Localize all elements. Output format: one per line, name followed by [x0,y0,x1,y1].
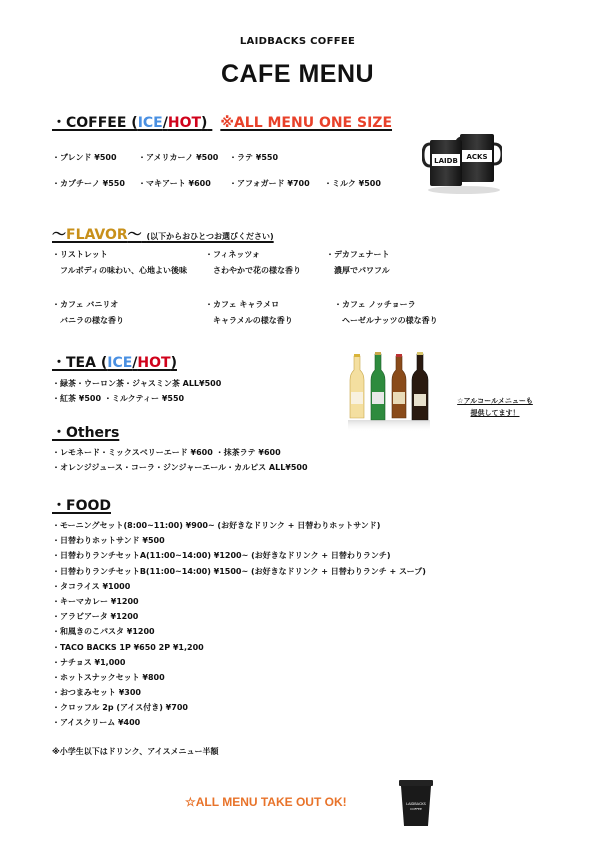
svg-text:ACKS: ACKS [466,153,488,161]
others-line: ・オレンジジュース・コーラ・ジンジャーエール・カルピス ALL¥500 [52,463,308,472]
menu-item: ・ブレンド ¥500 [52,153,117,162]
one-size-note: ※ALL MENU ONE SIZE [220,115,393,131]
coffee-mugs-image [422,128,502,196]
food-item: ・TACO BACKS 1P ¥650 2P ¥1,200 [52,642,204,652]
beer-bottles-image [344,352,434,432]
food-item: ・日替わりホットサンド ¥500 [52,536,165,546]
flavor-desc: 濃厚でパワフル [334,266,390,275]
flavor-desc: フルボディの味わい、心地よい後味 [60,266,188,275]
others-line: ・レモネード・ミックスベリーエード ¥600 ・抹茶ラテ ¥600 [52,448,281,457]
food-item: ・日替わりランチセットB(11:00~14:00) ¥1500~ (お好きなドリンク + 日替わりランチ + スープ) [52,566,426,576]
menu-item: ・ラテ ¥550 [229,153,279,162]
food-item: ・タコライス ¥1000 [52,581,131,591]
tea-hot-label: HOT [137,355,171,371]
food-item: ・ナチョス ¥1,000 [52,657,126,667]
svg-text:LAIDB: LAIDB [434,157,458,165]
takeout-note: ☆ALL MENU TAKE OUT OK! [185,795,347,809]
cup-logo-line1: LAIDBACKS [406,802,426,806]
flavor-name: ・カフェ バニリオ [52,300,119,309]
food-item: ・アラビアータ ¥1200 [52,612,139,622]
coffee-slash: / [162,115,168,131]
coffee-ice-label: ICE [137,115,163,131]
flavor-heading [52,224,274,244]
menu-item: ・アフォガード ¥700 [229,179,310,188]
flavor-desc: さわやかで花の様な香り [213,266,301,275]
alcohol-note-line2: 提供してます！ [470,409,520,417]
flavor-close: 〜 [127,227,142,243]
menu-item: ・カプチーノ ¥550 [52,179,125,188]
menu-item: ・ミルク ¥500 [324,179,381,188]
page-title: CAFE MENU [220,60,375,88]
flavor-note: (以下からおひとつお選びください) [146,232,274,241]
flavor-desc: バニラの様な香り [60,316,124,325]
alcohol-note-line1: ☆アルコールメニューも [457,397,533,405]
tea-line: ・紅茶 ¥500 ・ミルクティー ¥550 [52,394,185,403]
food-item: ・ホットスナックセット ¥800 [52,672,165,682]
menu-item: ・マキアート ¥600 [138,179,211,188]
flavor-name: ・デカフェナート [326,250,390,259]
food-item: ・モーニングセット(8:00~11:00) ¥900~ (お好きなドリンク + 日替わりホットサンド) [52,521,381,530]
others-heading: ・Others [52,425,120,441]
tea-ice-label: ICE [107,355,133,371]
food-item: ・キーマカレー ¥1200 [52,596,139,606]
flavor-name: ・カフェ キャラメロ [205,300,280,309]
flavor-word: FLAVOR [66,227,128,243]
coffee-heading [52,112,392,132]
tea-heading [52,352,177,372]
brand-name: LAIDBACKS COFFEE [239,36,356,47]
coffee-heading-prefix: ・COFFEE ( [52,115,138,131]
alcohol-note [440,395,550,419]
coffee-heading-suffix: ) [201,115,208,131]
food-item: ・おつまみセット ¥300 [52,688,141,698]
food-list [52,520,426,733]
food-heading: ・FOOD [52,498,111,514]
flavor-name: ・リストレット [52,250,108,259]
kids-discount-note: ※小学生以下はドリンク、アイスメニュー半額 [52,747,219,756]
food-item: ・日替わりランチセットA(11:00~14:00) ¥1200~ (お好きなドリンク + 日替わりランチ) [52,551,391,561]
food-item: ・和風きのこパスタ ¥1200 [52,627,155,637]
tea-line: ・緑茶・ウーロン茶・ジャスミン茶 ALL¥500 [52,379,222,388]
flavor-desc: ヘーゼルナッツの様な香り [342,316,438,325]
food-item: ・アイスクリーム ¥400 [52,718,141,728]
flavor-name: ・カフェ ノッチョーラ [334,300,416,309]
food-item: ・クロッフル 2p (アイス付き) ¥700 [52,703,188,713]
tea-slash: / [132,355,138,371]
menu-item: ・アメリカーノ ¥500 [138,153,219,162]
cup-logo-line2: COFFEE [410,807,422,811]
flavor-desc: キャラメルの様な香り [213,316,293,325]
takeout-cup-image [396,778,436,828]
flavor-open: 〜 [52,227,66,243]
tea-heading-prefix: ・TEA ( [52,355,108,371]
coffee-hot-label: HOT [167,115,202,131]
tea-heading-suffix: ) [170,355,177,371]
flavor-name: ・フィネッツォ [205,250,261,259]
